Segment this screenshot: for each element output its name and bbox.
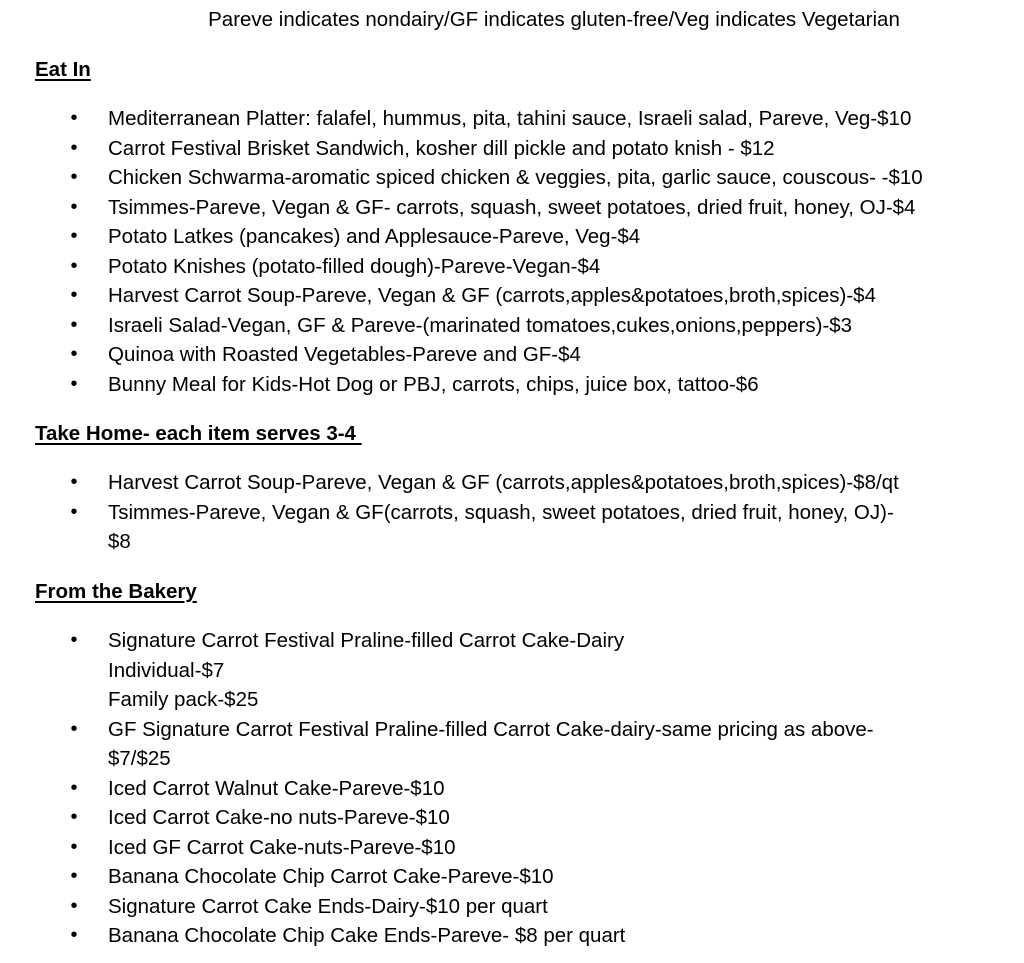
bullet-icon: • <box>70 717 78 740</box>
section-heading-eat-in: Eat In <box>35 58 91 81</box>
menu-item <box>0 281 1024 311</box>
bullet-icon: • <box>70 806 78 828</box>
menu-item <box>0 833 1024 863</box>
menu-item <box>0 803 1024 833</box>
menu-item <box>0 774 1024 804</box>
menu-item-text: Harvest Carrot Soup-Pareve, Vegan & GF (carrots,apples&potatoes,broth,spices)-$4 <box>108 284 876 307</box>
take-home-list <box>0 468 1024 557</box>
menu-item-text: $8 <box>108 530 131 553</box>
bullet-icon: • <box>70 924 78 946</box>
bullet-icon: • <box>70 136 78 159</box>
menu-item <box>0 104 1024 134</box>
menu-item <box>0 340 1024 370</box>
bullet-icon: • <box>70 166 78 188</box>
menu-item <box>0 193 1024 223</box>
menu-item <box>0 468 1024 498</box>
dietary-legend: Pareve indicates nondairy/GF indicates gluten-free/Veg indicates Vegetarian <box>208 8 900 31</box>
menu-item-text: Carrot Festival Brisket Sandwich, kosher dill pickle and potato knish - $12 <box>108 136 775 160</box>
menu-item <box>0 222 1024 252</box>
menu-item-text: Iced Carrot Cake-no nuts-Pareve-$10 <box>108 806 450 829</box>
menu-item-text: Individual-$7 <box>108 658 225 682</box>
menu-item <box>0 715 1024 774</box>
menu-item-text: Bunny Meal for Kids-Hot Dog or PBJ, carrots, chips, juice box, tattoo-$6 <box>108 372 759 396</box>
menu-item-text: Mediterranean Platter: falafel, hummus, pita, tahini sauce, Israeli salad, Pareve, Veg-$10 <box>108 107 912 130</box>
menu-item-text: Signature Carrot Cake Ends-Dairy-$10 per quart <box>108 894 548 918</box>
menu-item <box>0 921 1024 951</box>
menu-item-text: Potato Latkes (pancakes) and Applesauce-Pareve, Veg-$4 <box>108 225 641 248</box>
menu-item <box>0 252 1024 282</box>
menu-item-text: Tsimmes-Pareve, Vegan & GF- carrots, squash, sweet potatoes, dried fruit, honey, OJ-$4 <box>108 195 916 219</box>
menu-item <box>0 311 1024 341</box>
bullet-icon: • <box>70 894 78 917</box>
eat-in-list <box>0 104 1024 399</box>
menu-item-text: Harvest Carrot Soup-Pareve, Vegan & GF (carrots,apples&potatoes,broth,spices)-$8/qt <box>108 471 899 494</box>
bullet-icon: • <box>70 343 78 365</box>
menu-item-text: Banana Chocolate Chip Cake Ends-Pareve- $8 per quart <box>108 924 626 947</box>
bullet-icon: • <box>70 225 78 247</box>
bullet-icon: • <box>70 195 78 218</box>
bullet-icon: • <box>70 629 78 651</box>
menu-item <box>0 626 1024 715</box>
menu-item-text: Israeli Salad-Vegan, GF & Pareve-(marinated tomatoes,cukes,onions,peppers)-$3 <box>108 313 853 337</box>
menu-item-text: Quinoa with Roasted Vegetables-Pareve and GF-$4 <box>108 343 581 366</box>
menu-item-text: Iced Carrot Walnut Cake-Pareve-$10 <box>108 776 445 800</box>
menu-item-text: Tsimmes-Pareve, Vegan & GF(carrots, squash, sweet potatoes, dried fruit, honey, OJ)- <box>108 500 894 524</box>
menu-item-text: Iced GF Carrot Cake-nuts-Pareve-$10 <box>108 835 456 859</box>
section-heading-take-home: Take Home- each item serves 3-4 <box>35 422 362 445</box>
menu-item-text: $7/$25 <box>108 747 171 770</box>
bullet-icon: • <box>70 107 78 129</box>
menu-item <box>0 134 1024 164</box>
bakery-list <box>0 626 1024 951</box>
bullet-icon: • <box>70 776 78 799</box>
bullet-icon: • <box>70 865 78 887</box>
menu-item <box>0 163 1024 193</box>
bullet-icon: • <box>70 284 78 306</box>
bullet-icon: • <box>70 254 78 277</box>
menu-item <box>0 498 1024 557</box>
section-heading-bakery: From the Bakery <box>35 580 197 603</box>
menu-item-text: Chicken Schwarma-aromatic spiced chicken & veggies, pita, garlic sauce, couscous- -$10 <box>108 166 923 189</box>
bullet-icon: • <box>70 835 78 858</box>
bullet-icon: • <box>70 500 78 523</box>
menu-item-text: Potato Knishes (potato-filled dough)-Pareve-Vegan-$4 <box>108 254 601 278</box>
bullet-icon: • <box>70 471 78 493</box>
menu-item-text: Banana Chocolate Chip Carrot Cake-Pareve-$10 <box>108 865 554 888</box>
menu-item <box>0 862 1024 892</box>
menu-item <box>0 370 1024 400</box>
menu-item-text: GF Signature Carrot Festival Praline-filled Carrot Cake-dairy-same pricing as above- <box>108 717 874 741</box>
menu-item <box>0 892 1024 922</box>
menu-item-text: Signature Carrot Festival Praline-filled Carrot Cake-Dairy <box>108 629 625 652</box>
bullet-icon: • <box>70 372 78 395</box>
bullet-icon: • <box>70 313 78 336</box>
menu-item-text: Family pack-$25 <box>108 688 259 711</box>
